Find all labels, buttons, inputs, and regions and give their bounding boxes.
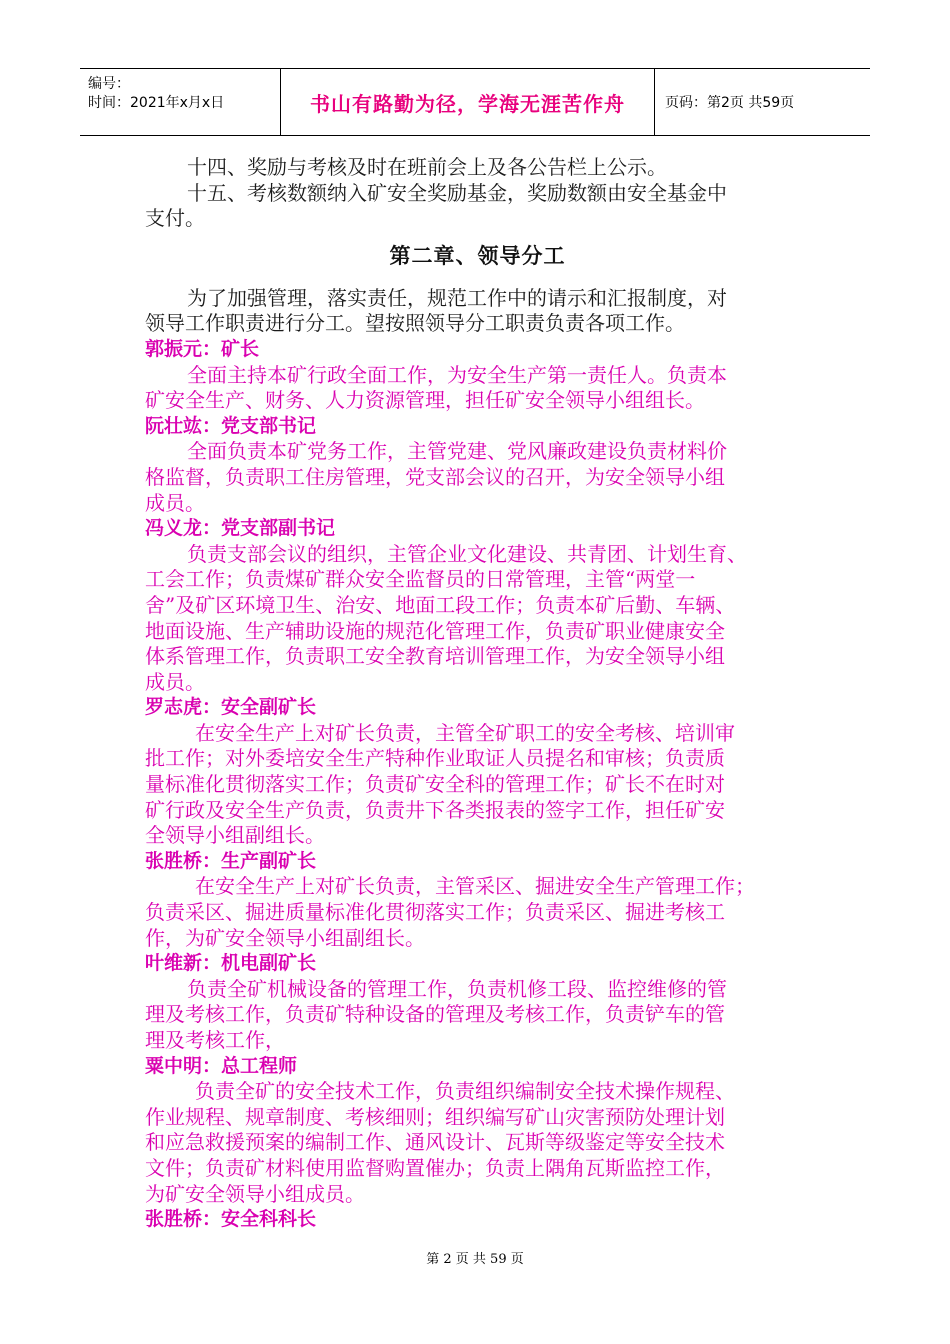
role-title: 郭振元：矿长 bbox=[145, 337, 260, 360]
role-text-line: 成员。 bbox=[145, 669, 205, 694]
role-text-line: 在安全生产上对矿长负责，主管采区、掘进安全生产管理工作； bbox=[195, 874, 755, 899]
role-text-line: 全面主持本矿行政全面工作，为安全生产第一责任人。负责本 bbox=[187, 362, 727, 387]
role-text-line: 文件；负责矿材料使用监督购置催办；负责上隅角瓦斯监控工作， bbox=[145, 1155, 725, 1180]
role-text-line: 矿行政及安全生产负责，负责井下各类报表的签字工作，担任矿安 bbox=[145, 797, 725, 822]
role-text-line: 格监督，负责职工住房管理，党支部会议的召开，为安全领导小组 bbox=[145, 464, 725, 489]
role-text-line: 全领导小组副组长。 bbox=[145, 823, 325, 848]
role-text-line: 矿安全生产、财务、人力资源管理，担任矿安全领导小组组长。 bbox=[145, 388, 705, 413]
role-title: 张胜桥：安全科科长 bbox=[145, 1208, 317, 1231]
page-code: 页码：第2页 共59页 bbox=[665, 95, 795, 111]
role-text-line: 批工作；对外委培安全生产特种作业取证人员提名和审核；负责质 bbox=[145, 746, 725, 771]
page-footer: 第 2 页 共 59 页 bbox=[426, 1252, 524, 1267]
page-header bbox=[80, 68, 870, 136]
role-text-line: 负责全矿的安全技术工作，负责组织编制安全技术操作规程、 bbox=[195, 1079, 735, 1104]
header-motto-cell bbox=[281, 69, 655, 135]
role-text-line: 工会工作；负责煤矿群众安全监督员的日常管理，主管“两堂一 bbox=[145, 567, 696, 592]
role-section-deputy-party-secretary bbox=[145, 516, 810, 695]
role-text-line: 负责支部会议的组织，主管企业文化建设、共青团、计划生育、 bbox=[187, 541, 747, 566]
role-text-line: 理及考核工作，负责矿特种设备的管理及考核工作，负责铲车的管 bbox=[145, 1002, 725, 1027]
motto-text: 书山有路勤为径，学海无涯苦作舟 bbox=[310, 91, 625, 116]
role-section-safety-chief bbox=[145, 1207, 810, 1233]
item-14: 十四、奖励与考核及时在班前会上及各公告栏上公示。 bbox=[187, 155, 667, 179]
header-info-cell bbox=[80, 69, 281, 135]
role-section-director bbox=[145, 337, 810, 414]
intro-line-1: 为了加强管理，落实责任，规范工作中的请示和汇报制度，对 bbox=[187, 285, 727, 310]
role-title: 阮壮竑：党支部书记 bbox=[145, 414, 317, 437]
role-title: 叶维新：机电副矿长 bbox=[145, 952, 317, 975]
role-text-line: 负责采区、掘进质量标准化贯彻落实工作；负责采区、掘进考核工 bbox=[145, 900, 725, 925]
item-15-line-1: 十五、考核数额纳入矿安全奖励基金，奖励数额由安全基金中 bbox=[187, 180, 727, 205]
role-text-line: 全面负责本矿党务工作，主管党建、党风廉政建设负责材料价 bbox=[187, 439, 727, 464]
time-label: 时间：2021年x月x日 bbox=[88, 95, 225, 111]
role-section-production-deputy bbox=[145, 849, 810, 951]
role-section-electromechanical-deputy bbox=[145, 951, 810, 1053]
role-text-line: 成员。 bbox=[145, 490, 205, 515]
role-title: 粟中明：总工程师 bbox=[145, 1054, 298, 1077]
role-section-chief-engineer bbox=[145, 1054, 810, 1208]
role-text-line: 为矿安全领导小组成员。 bbox=[145, 1181, 365, 1206]
role-title: 张胜桥：生产副矿长 bbox=[145, 849, 317, 872]
role-title: 冯义龙：党支部副书记 bbox=[145, 517, 336, 540]
role-text-line: 舍”及矿区环境卫生、治安、地面工段工作；负责本矿后勤、车辆、 bbox=[145, 592, 736, 617]
document-body bbox=[145, 155, 810, 1233]
header-page-cell bbox=[655, 69, 870, 135]
role-section-safety-deputy bbox=[145, 695, 810, 849]
role-text-line: 量标准化贯彻落实工作；负责矿安全科的管理工作；矿长不在时对 bbox=[145, 772, 725, 797]
role-text-line: 理及考核工作， bbox=[145, 1028, 285, 1052]
role-text-line: 体系管理工作，负责职工安全教育培训管理工作，为安全领导小组 bbox=[145, 644, 725, 669]
number-label: 编号： bbox=[88, 76, 130, 92]
role-title: 罗志虎：安全副矿长 bbox=[145, 696, 317, 719]
role-text-line: 作业规程、规章制度、考核细则；组织编写矿山灾害预防处理计划 bbox=[145, 1104, 725, 1129]
role-text-line: 负责全矿机械设备的管理工作，负责机修工段、监控维修的管 bbox=[187, 976, 727, 1001]
role-text-line: 地面设施、生产辅助设施的规范化管理工作，负责矿职业健康安全 bbox=[145, 618, 725, 643]
chapter-title: 第二章、领导分工 bbox=[389, 243, 566, 268]
item-15-line-2: 支付。 bbox=[145, 206, 205, 231]
role-text-line: 作，为矿安全领导小组副组长。 bbox=[145, 925, 425, 950]
role-text-line: 和应急救援预案的编制工作、通风设计、瓦斯等级鉴定等安全技术 bbox=[145, 1130, 725, 1155]
intro-line-2: 领导工作职责进行分工。望按照领导分工职责负责各项工作。 bbox=[145, 311, 685, 336]
role-section-party-secretary bbox=[145, 414, 810, 516]
role-text-line: 在安全生产上对矿长负责，主管全矿职工的安全考核、培训审 bbox=[195, 720, 735, 745]
